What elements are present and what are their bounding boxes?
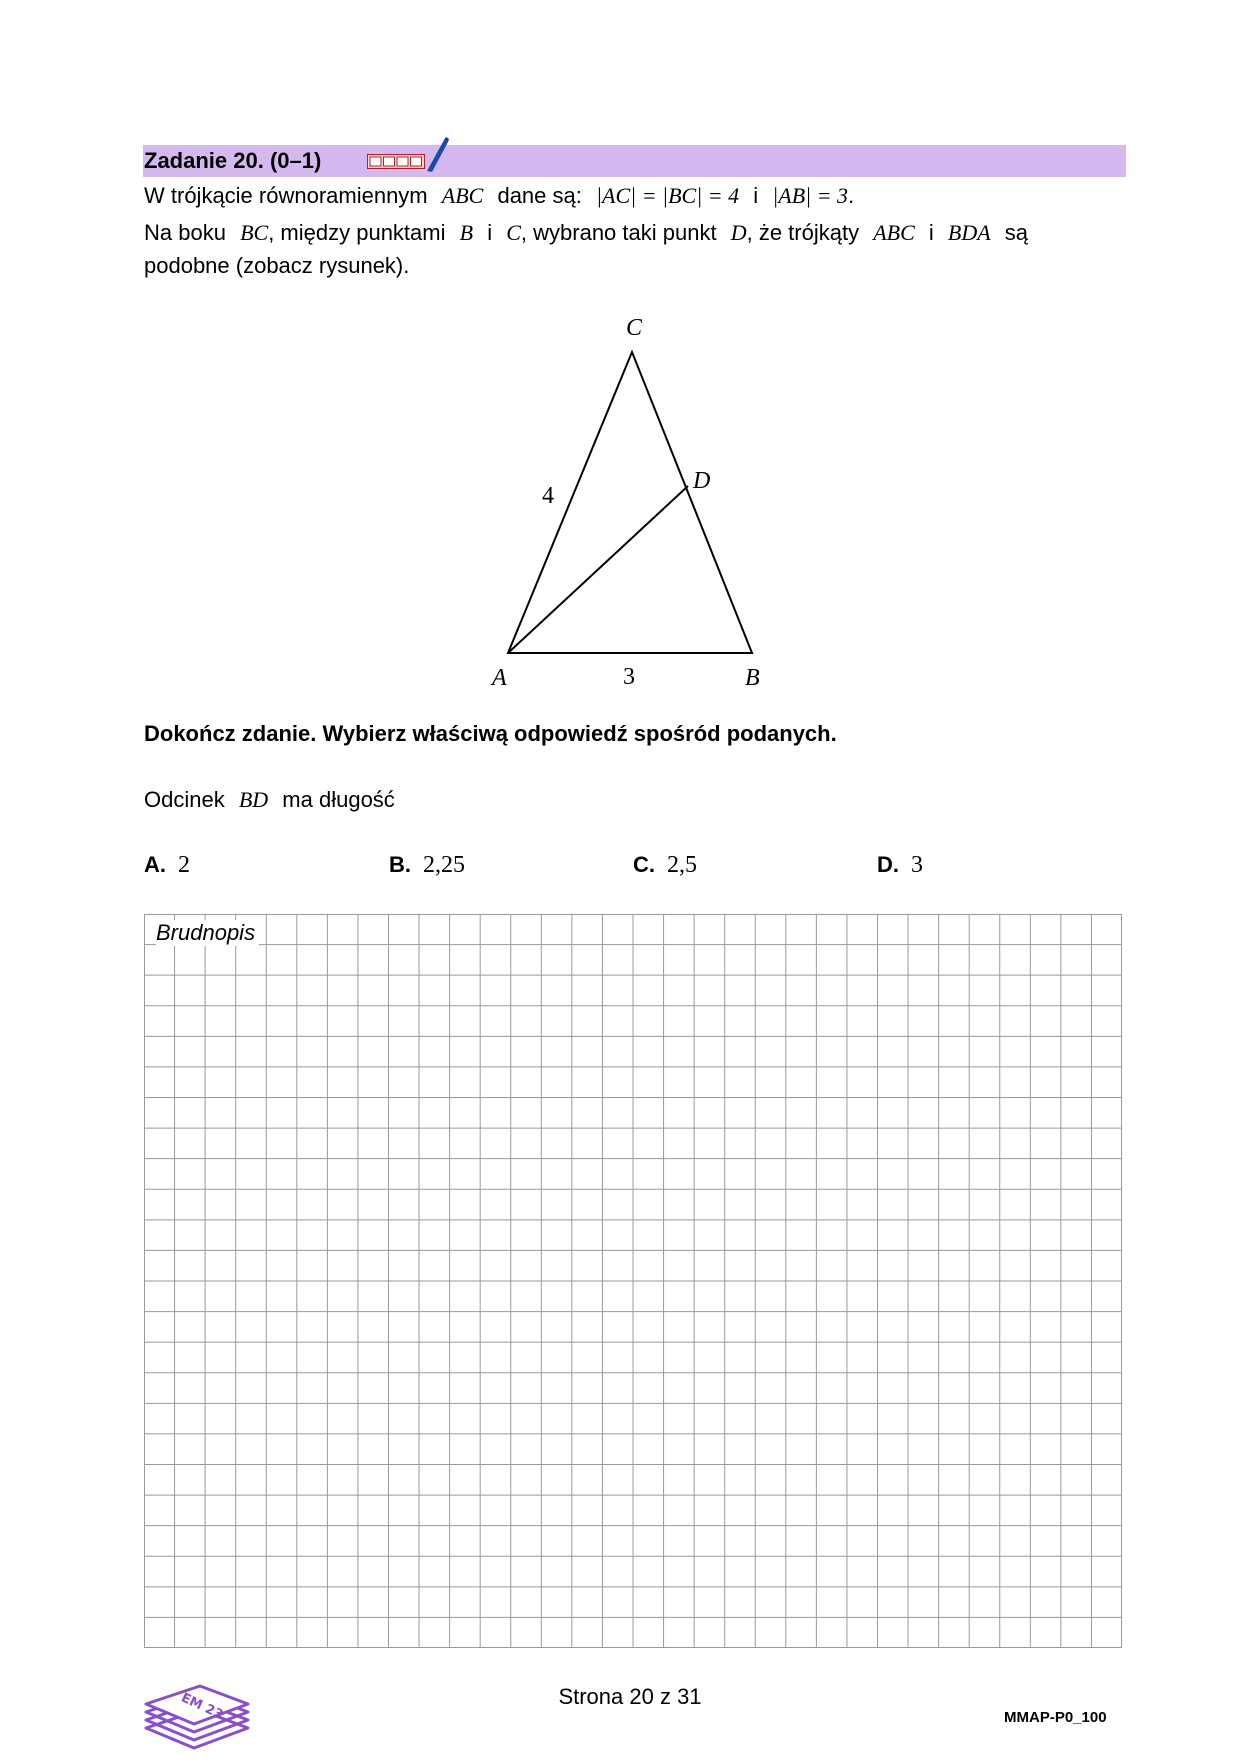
vertex-label-c: C (626, 315, 643, 341)
score-boxes-icon (367, 154, 425, 169)
scratchpad-label: Brudnopis (156, 920, 259, 946)
text-segment: W trójkącie równoramiennym (144, 183, 428, 208)
vertex-label-b: B (745, 665, 760, 691)
option-value: 2,25 (423, 852, 465, 878)
text-segment: i (487, 220, 493, 245)
question-stem (144, 786, 395, 814)
math-triangle-abc: ABC (873, 220, 915, 245)
vertex-label-a: A (492, 665, 507, 691)
instruction: Dokończ zdanie. Wybierz właściwą odpowiedź spośród podanych. (144, 721, 837, 746)
math-segment-bd: BD (238, 787, 269, 812)
option-letter: C. (633, 852, 655, 877)
pen-icon (424, 136, 450, 174)
text-segment: Na boku (144, 220, 226, 245)
scratchpad-grid[interactable] (144, 914, 1122, 1648)
math-point-d: D (730, 220, 747, 245)
option-value: 2,5 (667, 852, 697, 878)
math-triangle-abc: ABC (441, 183, 484, 208)
math-point-c: C (506, 220, 521, 245)
option-a[interactable] (144, 850, 190, 880)
option-value: 2 (178, 852, 190, 878)
text-segment: ma długość (282, 787, 395, 812)
document-code: MMAP-P0_100 (1004, 1709, 1107, 1726)
math-side-equality: |AC| = |BC| = 4 (595, 183, 740, 208)
side-label-ac: 4 (542, 483, 554, 509)
option-c[interactable] (633, 850, 697, 880)
side-label-ab: 3 (623, 664, 635, 690)
option-letter: A. (144, 852, 166, 877)
option-value: 3 (911, 852, 923, 878)
text-segment: i (928, 220, 934, 245)
text-segment: , że trójkąty (746, 220, 860, 245)
math-point-b: B (459, 220, 474, 245)
math-side-ab: |AB| = 3 (772, 183, 849, 208)
task-title: Zadanie 20. (0–1) (144, 148, 322, 173)
text-segment: są (1004, 220, 1029, 245)
option-letter: B. (389, 852, 411, 877)
math-triangle-bda: BDA (947, 220, 991, 245)
option-b[interactable] (389, 850, 465, 880)
text-segment: , między punktami (268, 220, 446, 245)
page-number: Strona 20 z 31 (558, 1684, 702, 1709)
text-segment: . (848, 183, 855, 208)
text-segment: dane są: (497, 183, 582, 208)
logo-text: EM 23 (178, 1690, 226, 1723)
text-segment: Odcinek (144, 787, 225, 812)
option-d[interactable] (877, 850, 923, 880)
problem-line-1 (144, 181, 854, 211)
triangle-figure (480, 305, 800, 695)
math-side-bc: BC (240, 220, 269, 245)
vertex-label-d: D (693, 468, 711, 494)
segment-ad (508, 486, 688, 653)
text-segment: i (753, 183, 759, 208)
problem-line-2 (144, 218, 1028, 248)
text-segment: , wybrano taki punkt (520, 220, 717, 245)
option-letter: D. (877, 852, 899, 877)
problem-line-3: podobne (zobacz rysunek). (144, 253, 410, 278)
